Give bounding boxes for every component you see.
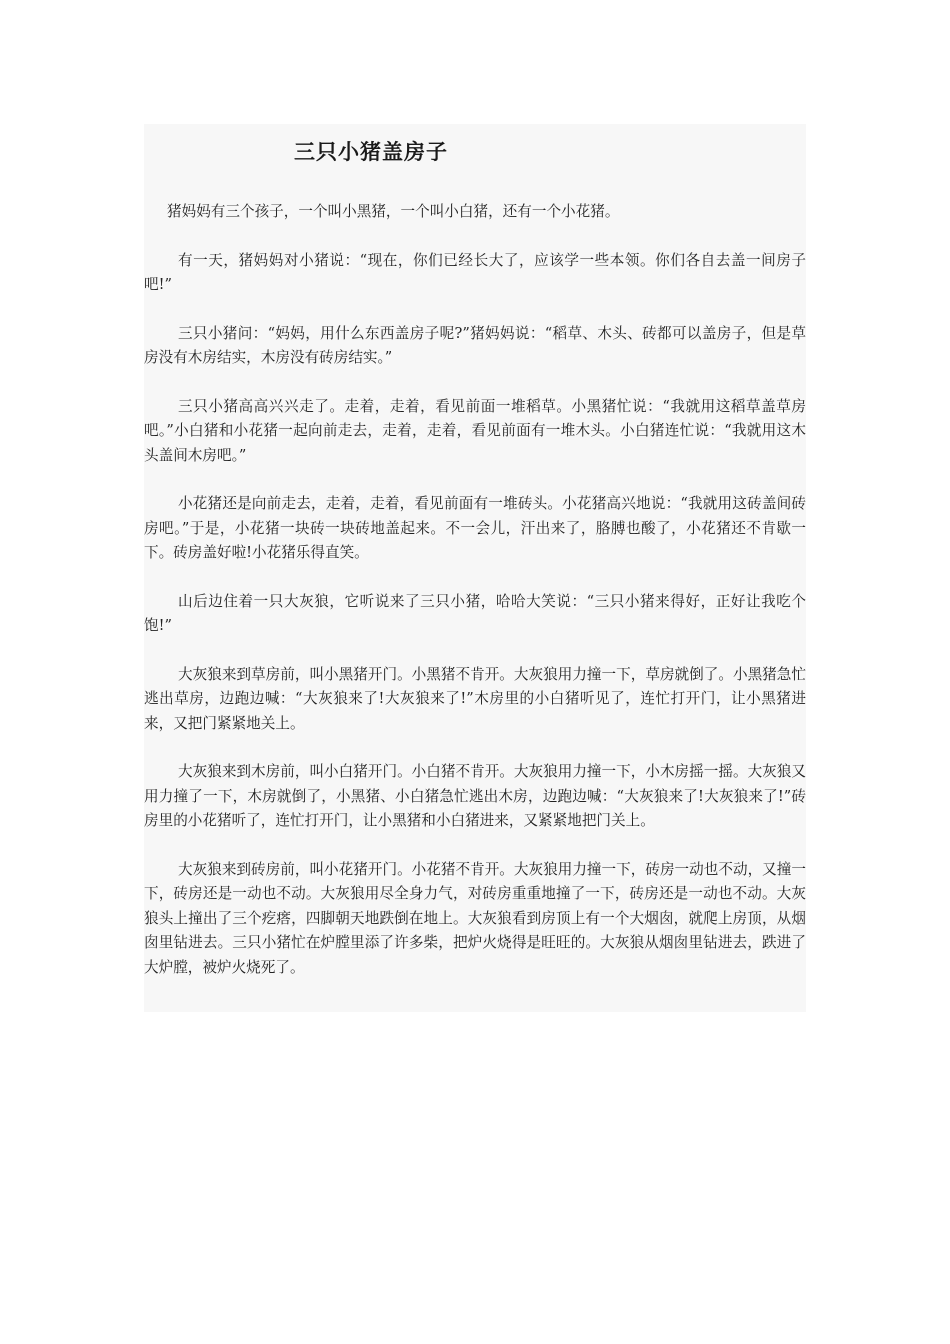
paragraph: 大灰狼来到草房前，叫小黑猪开门。小黑猪不肯开。大灰狼用力撞一下，草房就倒了。小黑猪急忙逃出草房，边跑边喊：“大灰狼来了!大灰狼来了!”木房里的小白猪听见了，连忙打开门，让小黑猪进来，又把门紧紧地关上。 — [144, 665, 806, 732]
paragraph: 小花猪还是向前走去，走着，走着，看见前面有一堆砖头。小花猪高兴地说：“我就用这砖盖间砖房吧。”于是，小花猪一块砖一块砖地盖起来。不一会儿，汗出来了，胳膊也酸了，小花猪还不肯歇一下。砖房盖好啦!小花猪乐得直笑。 — [144, 495, 806, 561]
paragraph: 大灰狼来到木房前，叫小白猪开门。小白猪不肯开。大灰狼用力撞一下，小木房摇一摇。大灰狼又用力撞了一下，木房就倒了，小黑猪、小白猪急忙逃出木房，边跑边喊：“大灰狼来了!大灰狼来了!”砖房里的小花猪听了，连忙打开门，让小黑猪和小白猪进来，又紧紧地把门关上。 — [144, 763, 806, 829]
document-body — [144, 200, 806, 1004]
paragraph: 三只小猪问：“妈妈，用什么东西盖房子呢?”猪妈妈说：“稻草、木头、砖都可以盖房子，但是草房没有木房结实，木房没有砖房结实。” — [144, 324, 806, 366]
document-title: 三只小猪盖房子 — [294, 140, 448, 164]
document-page — [144, 124, 806, 1012]
paragraph: 三只小猪高高兴兴走了。走着，走着，看见前面一堆稻草。小黑猪忙说：“我就用这稻草盖草房吧。”小白猪和小花猪一起向前走去，走着，走着，看见前面有一堆木头。小白猪连忙说：“我就用这木头盖间木房吧。” — [144, 397, 806, 464]
paragraph: 有一天，猪妈妈对小猪说：“现在，你们已经长大了，应该学一些本领。你们各自去盖一间房子吧!” — [144, 251, 806, 293]
paragraph: 大灰狼来到砖房前，叫小花猪开门。小花猪不肯开。大灰狼用力撞一下，砖房一动也不动，又撞一下，砖房还是一动也不动。大灰狼用尽全身力气，对砖房重重地撞了一下，砖房还是一动也不动。大灰狼头上撞出了三个疙瘩，四脚朝天地跌倒在地上。大灰狼看到房顶上有一个大烟囱，就爬上房顶，从烟囱里钻进去。三只小猪忙在炉膛里添了许多柴，把炉火烧得是旺旺的。大灰狼从烟囱里钻进去，跌进了大炉膛，被炉火烧死了。 — [144, 860, 806, 976]
paragraph: 山后边住着一只大灰狼，它听说来了三只小猪，哈哈大笑说：“三只小猪来得好，正好让我吃个饱!” — [144, 592, 806, 634]
paragraph: 猪妈妈有三个孩子，一个叫小黑猪，一个叫小白猪，还有一个小花猪。 — [167, 203, 620, 220]
